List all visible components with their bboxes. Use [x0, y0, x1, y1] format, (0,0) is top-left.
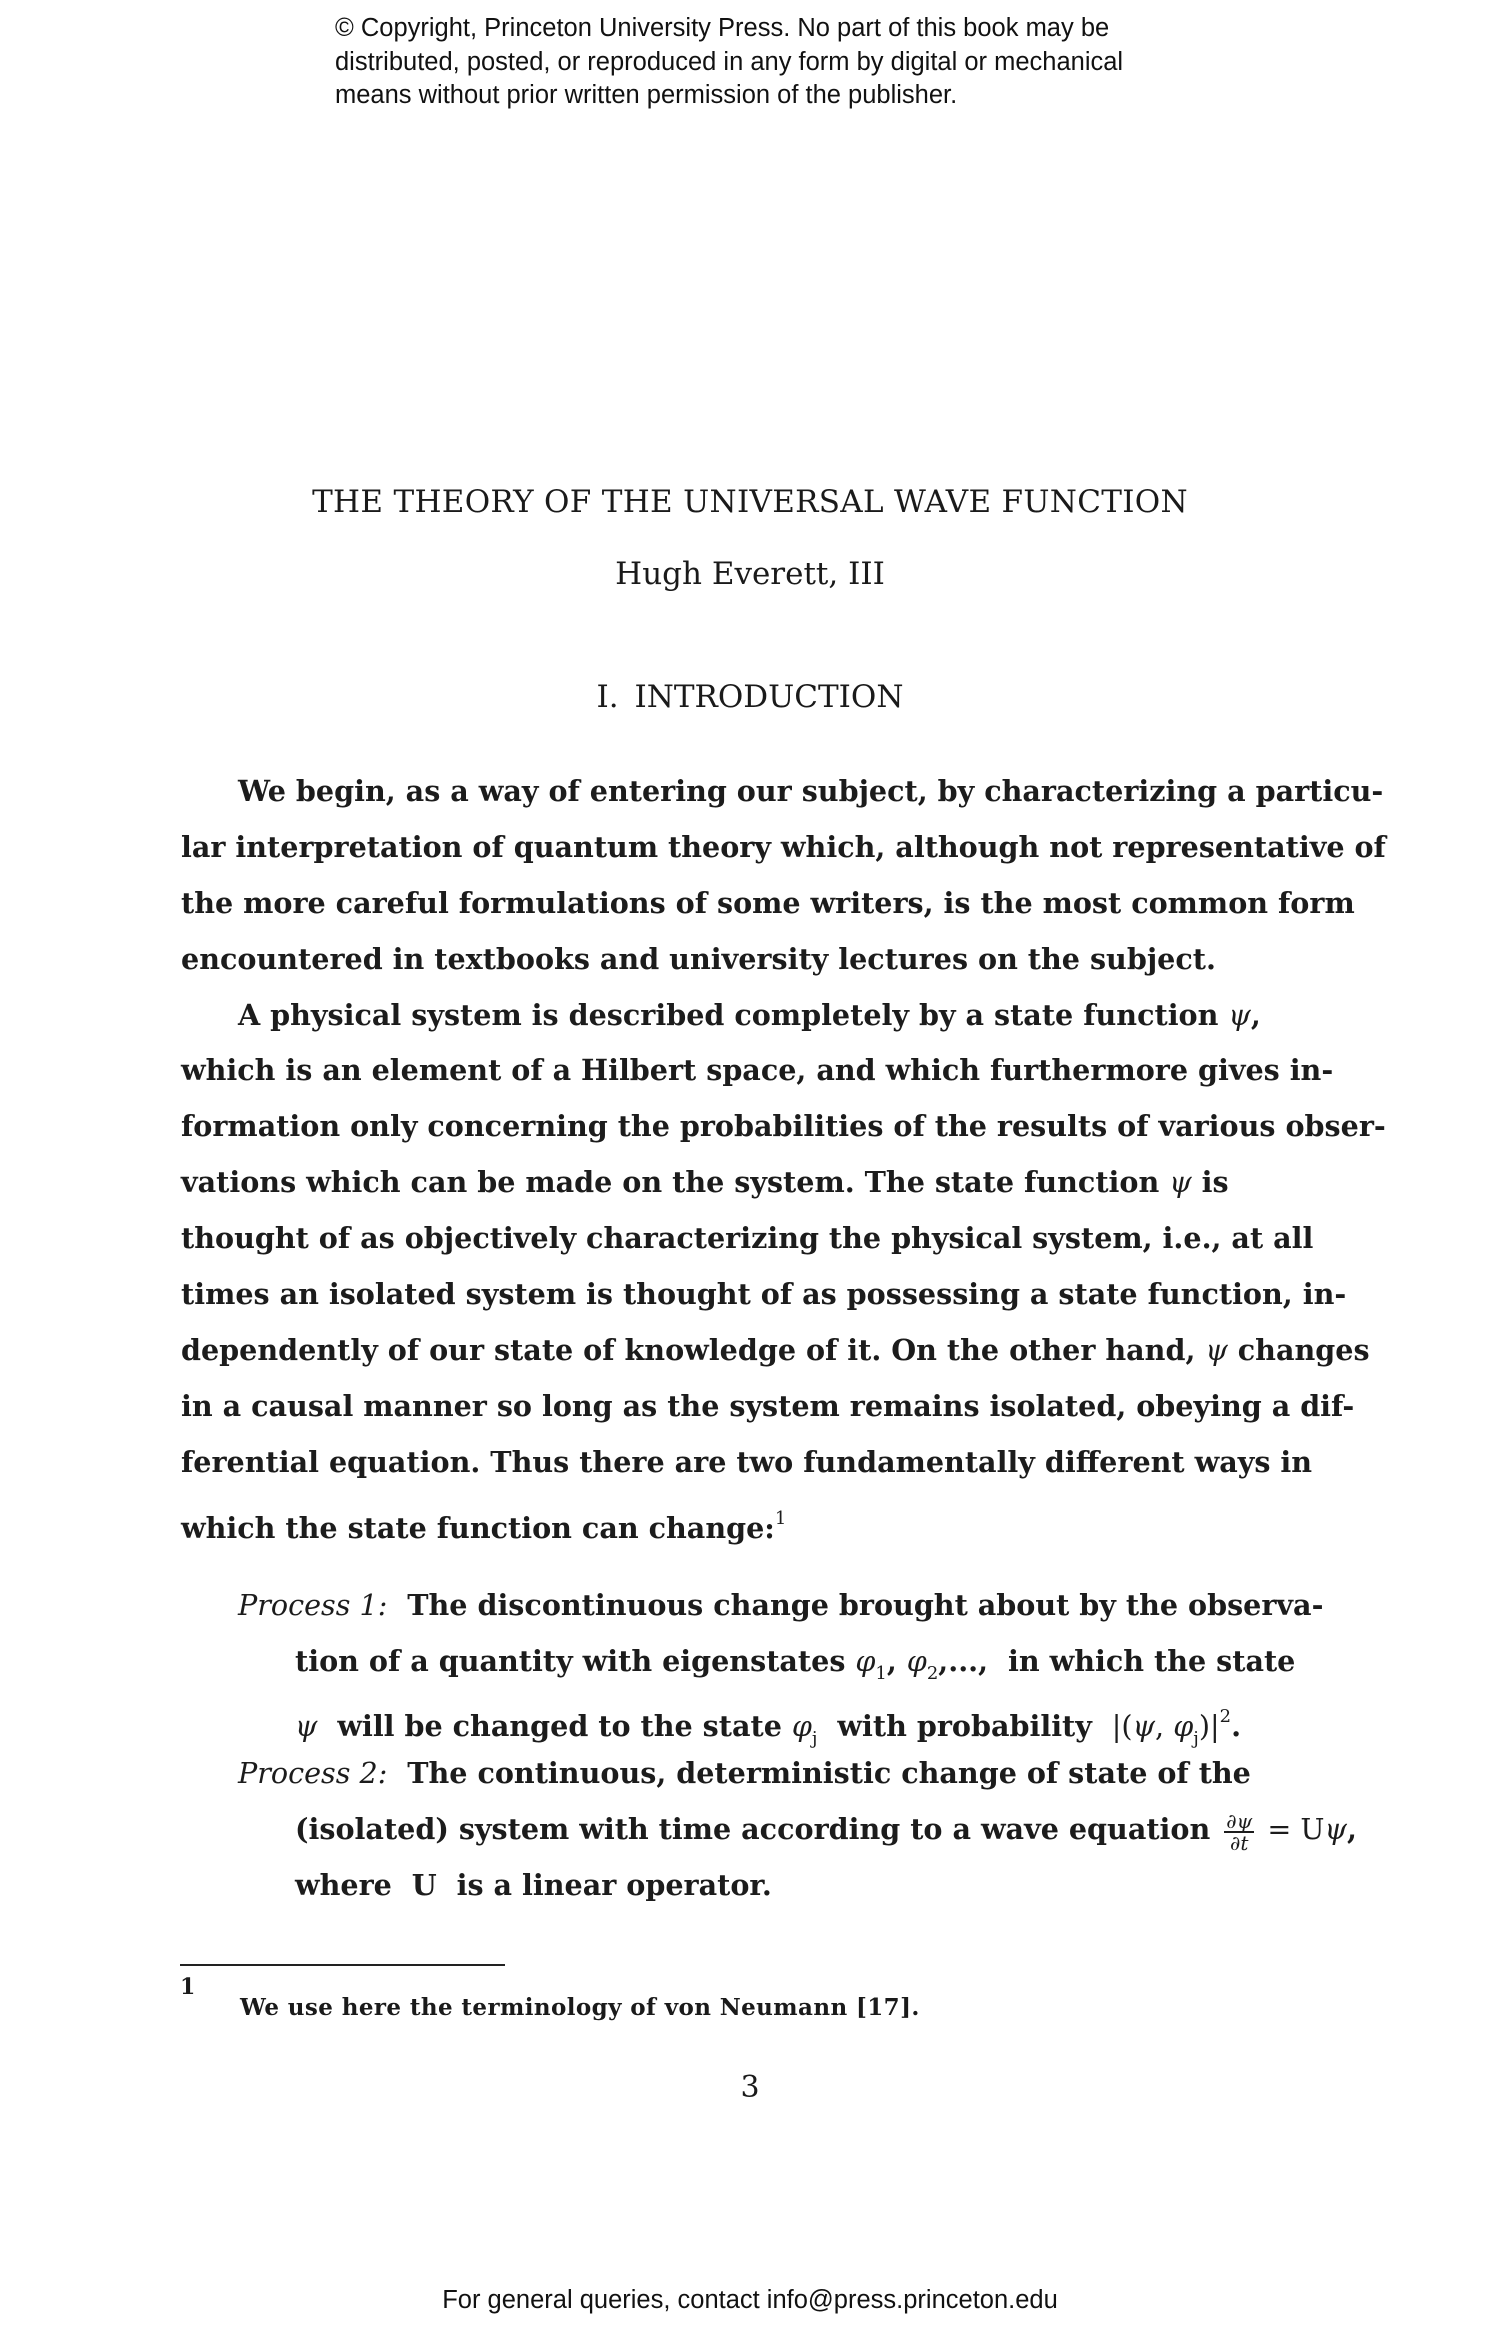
footnote-number: 1	[180, 1974, 196, 2000]
process-1-line: tion of a quantity with eigenstates $\varphi_1$, $\varphi_2$,..., in which the state	[295, 1644, 1296, 1684]
text-run: A physical system is described completely by a state function	[238, 997, 1229, 1032]
text-run: ,	[1250, 997, 1261, 1032]
paragraph-line: in a causal manner so long as the system remains isolated, obeying a dif-	[181, 1388, 1355, 1423]
paragraph-line	[181, 1323, 1370, 1379]
text-run: is	[1191, 1165, 1229, 1200]
process-2-line: where U is a linear operator.	[295, 1868, 772, 1902]
process-2-line	[238, 1745, 1358, 1801]
text-run: will be changed to the state	[317, 1709, 792, 1743]
copyright-notice	[335, 12, 1235, 113]
paragraph-line: thought of as objectively characterizing the physical system, i.e., at all	[181, 1221, 1314, 1256]
process-list	[238, 1577, 1358, 1913]
footnote-text: We use here the terminology of von Neumann [17].	[240, 1994, 920, 2021]
document-author: Hugh Everett, III	[615, 556, 885, 592]
paragraph-line	[181, 1491, 1351, 1547]
text-run: which the state function can change:	[181, 1510, 775, 1545]
text-run: in which the state	[988, 1644, 1296, 1678]
text-run: vations which can be made on the system. The state function	[181, 1165, 1170, 1200]
contact-footer: For general queries, contact info@press.princeton.edu	[442, 2286, 1058, 2314]
paragraph-line: times an isolated system is thought of as possessing a state function, in-	[181, 1277, 1347, 1312]
text-run: dependently of our state of knowledge of it. On the other hand,	[181, 1332, 1206, 1367]
subscript: j	[1193, 1728, 1199, 1749]
paragraph-line: encountered in textbooks and university lectures on the subject.	[181, 941, 1216, 976]
text-run: .	[1231, 1709, 1242, 1743]
copyright-line: © Copyright, Princeton University Press. No part of this book may be	[335, 14, 1110, 42]
subscript: 2	[926, 1663, 939, 1684]
fraction-numerator: ∂ψ	[1226, 1808, 1253, 1833]
psi-symbol: ψ	[1324, 1812, 1347, 1846]
footnote-reference[interactable]: 1	[774, 1507, 787, 1529]
phi-symbol: φ	[791, 1709, 812, 1743]
process-1-line	[238, 1577, 1358, 1633]
text-run: with probability	[817, 1709, 1112, 1743]
psi-symbol: ψ	[1205, 1332, 1228, 1367]
phi-symbol: φ	[1173, 1709, 1194, 1743]
document-title: THE THEORY OF THE UNIVERSAL WAVE FUNCTION	[312, 484, 1188, 520]
text-run: )|	[1198, 1709, 1220, 1743]
psi-symbol: ψ	[295, 1709, 318, 1743]
process-1-label: Process 1:	[238, 1588, 388, 1622]
process-2-line	[238, 1801, 1358, 1857]
text-run: ,	[1155, 1709, 1174, 1743]
introduction-body	[181, 764, 1386, 1546]
paragraph-line	[181, 988, 1351, 1044]
phi-symbol: φ	[855, 1644, 876, 1678]
text-run: |(	[1111, 1709, 1133, 1743]
paragraph-line: lar interpretation of quantum theory which, although not representative of	[181, 829, 1386, 864]
copyright-line: means without prior written permission of the publisher.	[335, 81, 958, 109]
subscript: j	[811, 1728, 818, 1749]
phi-symbol: φ	[906, 1644, 927, 1678]
psi-symbol: ψ	[1169, 1165, 1192, 1200]
text-run: = U	[1258, 1812, 1325, 1846]
paragraph-line: formation only concerning the probabilities of the results of various obser-	[181, 1109, 1386, 1144]
fraction-denominator: ∂t	[1230, 1830, 1249, 1855]
copyright-line: distributed, posted, or reproduced in any form by digital or mechanical	[335, 47, 1124, 76]
superscript: 2	[1219, 1706, 1232, 1727]
text-run: ,	[1346, 1812, 1357, 1846]
process-1-line	[238, 1689, 1358, 1749]
text-run: changes	[1227, 1332, 1370, 1367]
paragraph-line: the more careful formulations of some writers, is the most common form	[181, 885, 1355, 920]
partial-derivative	[1224, 1808, 1254, 1855]
process-2-label: Process 2:	[238, 1756, 388, 1790]
text-run: The discontinuous change brought about by the observa-	[387, 1588, 1324, 1622]
psi-symbol: ψ	[1132, 1709, 1156, 1743]
text-run: ,...,	[938, 1644, 989, 1678]
paragraph-line: We begin, as a way of entering our subject, by characterizing a particu-	[238, 774, 1384, 808]
subscript: 1	[875, 1663, 887, 1684]
paragraph-line: ferential equation. Thus there are two fundamentally different ways in	[181, 1444, 1313, 1479]
paragraph-line: which is an element of a Hilbert space, and which furthermore gives in-	[181, 1053, 1334, 1088]
text-run: tion of a quantity with eigenstates	[295, 1644, 856, 1678]
paragraph-line	[181, 1155, 1351, 1211]
section-heading: I. INTRODUCTION	[596, 679, 904, 715]
psi-symbol: ψ	[1228, 997, 1251, 1032]
text-run: (isolated) system with time according to a wave equation	[295, 1812, 1221, 1846]
footnote-divider	[180, 1964, 505, 1966]
text-run: The continuous, deterministic change of state of the	[387, 1756, 1251, 1790]
page-number: 3	[740, 2070, 760, 2105]
